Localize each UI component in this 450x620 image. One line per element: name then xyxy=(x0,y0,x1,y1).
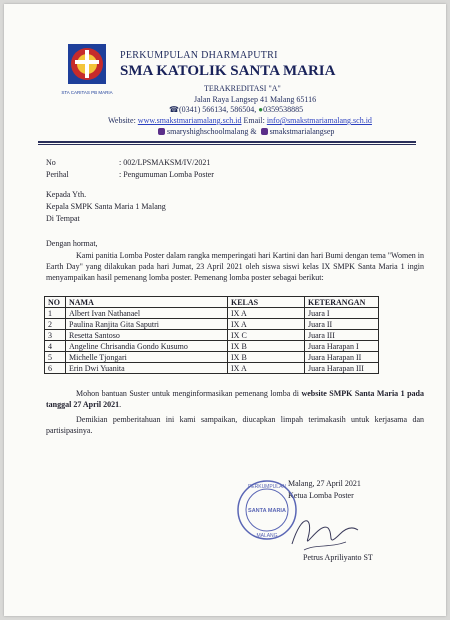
col-header-class: KELAS xyxy=(228,297,305,308)
stamp-text-top: PERKUMPULAN xyxy=(247,484,287,490)
place-date: Malang, 27 April 2021 xyxy=(288,479,361,488)
phone-number: (0341) 566134, 586504, xyxy=(178,105,257,114)
organization-name: PERKUMPULAN DHARMAPUTRI xyxy=(120,50,278,61)
address: Jalan Raya Langsep 41 Malang 65116 xyxy=(194,95,317,104)
cell-name: Resetta Santoso xyxy=(66,330,228,341)
website-label: Website: xyxy=(108,116,136,125)
paragraph2-end: . xyxy=(119,400,122,409)
school-name: SMA KATOLIK SANTA MARIA xyxy=(120,63,336,79)
closing-paragraph-1 xyxy=(46,388,424,410)
letter-page xyxy=(4,4,446,616)
email-label: Email: xyxy=(243,116,265,125)
col-header-no: NO xyxy=(45,297,66,308)
cell-note: Juara II xyxy=(305,319,379,330)
table-row xyxy=(45,341,379,352)
cell-no: 3 xyxy=(45,330,66,341)
cell-name: Angeline Chrisandia Gondo Kusumo xyxy=(66,341,228,352)
cell-no: 4 xyxy=(45,341,66,352)
number-label: No xyxy=(46,158,56,167)
table-header-row xyxy=(45,297,379,308)
paragraph2-text: Mohon bantuan Suster untuk menginformasikan pemenang lomba di xyxy=(76,389,302,398)
web-line xyxy=(108,116,372,125)
cell-no: 2 xyxy=(45,319,66,330)
header-divider-thin xyxy=(38,144,416,145)
signer-title: Ketua Lomba Poster xyxy=(288,491,354,500)
logo-caption: STA CARITAS PB MARIA xyxy=(61,90,113,95)
col-header-note: KETERANGAN xyxy=(305,297,379,308)
whatsapp-icon: ● xyxy=(258,105,264,114)
table-row xyxy=(45,330,379,341)
cell-note: Juara Harapan II xyxy=(305,352,379,363)
cell-class: IX A xyxy=(228,363,305,374)
instagram-separator: & xyxy=(250,127,257,136)
stamp-text-mid: SANTA MARIA xyxy=(248,508,286,514)
cell-name: Michelle Tjongari xyxy=(66,352,228,363)
recipient-line-3: Di Tempat xyxy=(46,214,80,223)
recipient-line-1: Kepada Yth. xyxy=(46,190,87,199)
instagram-line xyxy=(156,127,334,136)
cell-class: IX B xyxy=(228,341,305,352)
cell-name: Albert Ivan Nathanael xyxy=(66,308,228,319)
number-value: : 002/LPSMAKSM/IV/2021 xyxy=(119,158,211,167)
website-link[interactable]: www.smakstmariamalang.sch.id xyxy=(137,116,242,125)
recipient-line-2: Kepala SMPK Santa Maria 1 Malang xyxy=(46,202,166,211)
cell-no: 5 xyxy=(45,352,66,363)
table-row xyxy=(45,319,379,330)
school-logo xyxy=(61,42,113,100)
instagram-icon xyxy=(158,128,165,135)
intro-paragraph: Kami panitia Lomba Poster dalam rangka memperingati hari Kartini dan hari Bumi dengan tema "Women in Earth Day" yang dilakukan pada hari Jumat, 23 April 2021 oleh siswa siswi kelas IX SMPK Santa Maria 1 ingin menyampaikan hasil pemenang lomba poster. Pemenang lomba poster sebagai berikut: xyxy=(46,251,424,282)
instagram-handle-2: smakstmarialangsep xyxy=(269,127,335,136)
winners-table xyxy=(44,296,379,374)
email-link[interactable]: info@smakstmariamalang.sch.id xyxy=(266,116,372,125)
paragraph2-bold: website SMPK Santa Maria 1 pada tanggal 27 April 2021 xyxy=(46,389,424,409)
closing-paragraph-2: Demikian pemberitahuan ini kami sampaikan, diucapkan limpah terimakasih untuk kerjasama dan partisipasinya. xyxy=(46,415,424,435)
cell-no: 1 xyxy=(45,308,66,319)
subject-label: Perihal xyxy=(46,170,69,179)
stamp-text-bottom: MALANG xyxy=(256,533,278,539)
cell-note: Juara III xyxy=(305,330,379,341)
signer-name: Petrus Apriliyanto ST xyxy=(303,553,373,562)
cell-class: IX A xyxy=(228,308,305,319)
accreditation: TERAKREDITASI "A" xyxy=(204,84,281,93)
subject-value: : Pengumuman Lomba Poster xyxy=(119,170,214,179)
cell-note: Juara Harapan I xyxy=(305,341,379,352)
cell-note: Juara I xyxy=(305,308,379,319)
cell-no: 6 xyxy=(45,363,66,374)
table-row xyxy=(45,308,379,319)
cell-class: IX C xyxy=(228,330,305,341)
phone-icon: ☎ xyxy=(169,105,179,114)
col-header-name: NAMA xyxy=(66,297,228,308)
whatsapp-number: 0359538885 xyxy=(263,105,304,114)
header-divider xyxy=(38,141,416,143)
table-row xyxy=(45,363,379,374)
greeting: Dengan hormat, xyxy=(46,239,98,248)
cell-note: Juara Harapan III xyxy=(305,363,379,374)
instagram-handle-1: smaryshighschoolmalang xyxy=(167,127,249,136)
instagram-icon xyxy=(261,128,268,135)
cell-name: Paulina Ranjita Gita Saputri xyxy=(66,319,228,330)
phone-line xyxy=(169,105,303,114)
cell-name: Erin Dwi Yuanita xyxy=(66,363,228,374)
cell-class: IX A xyxy=(228,319,305,330)
cell-class: IX B xyxy=(228,352,305,363)
table-row xyxy=(45,352,379,363)
